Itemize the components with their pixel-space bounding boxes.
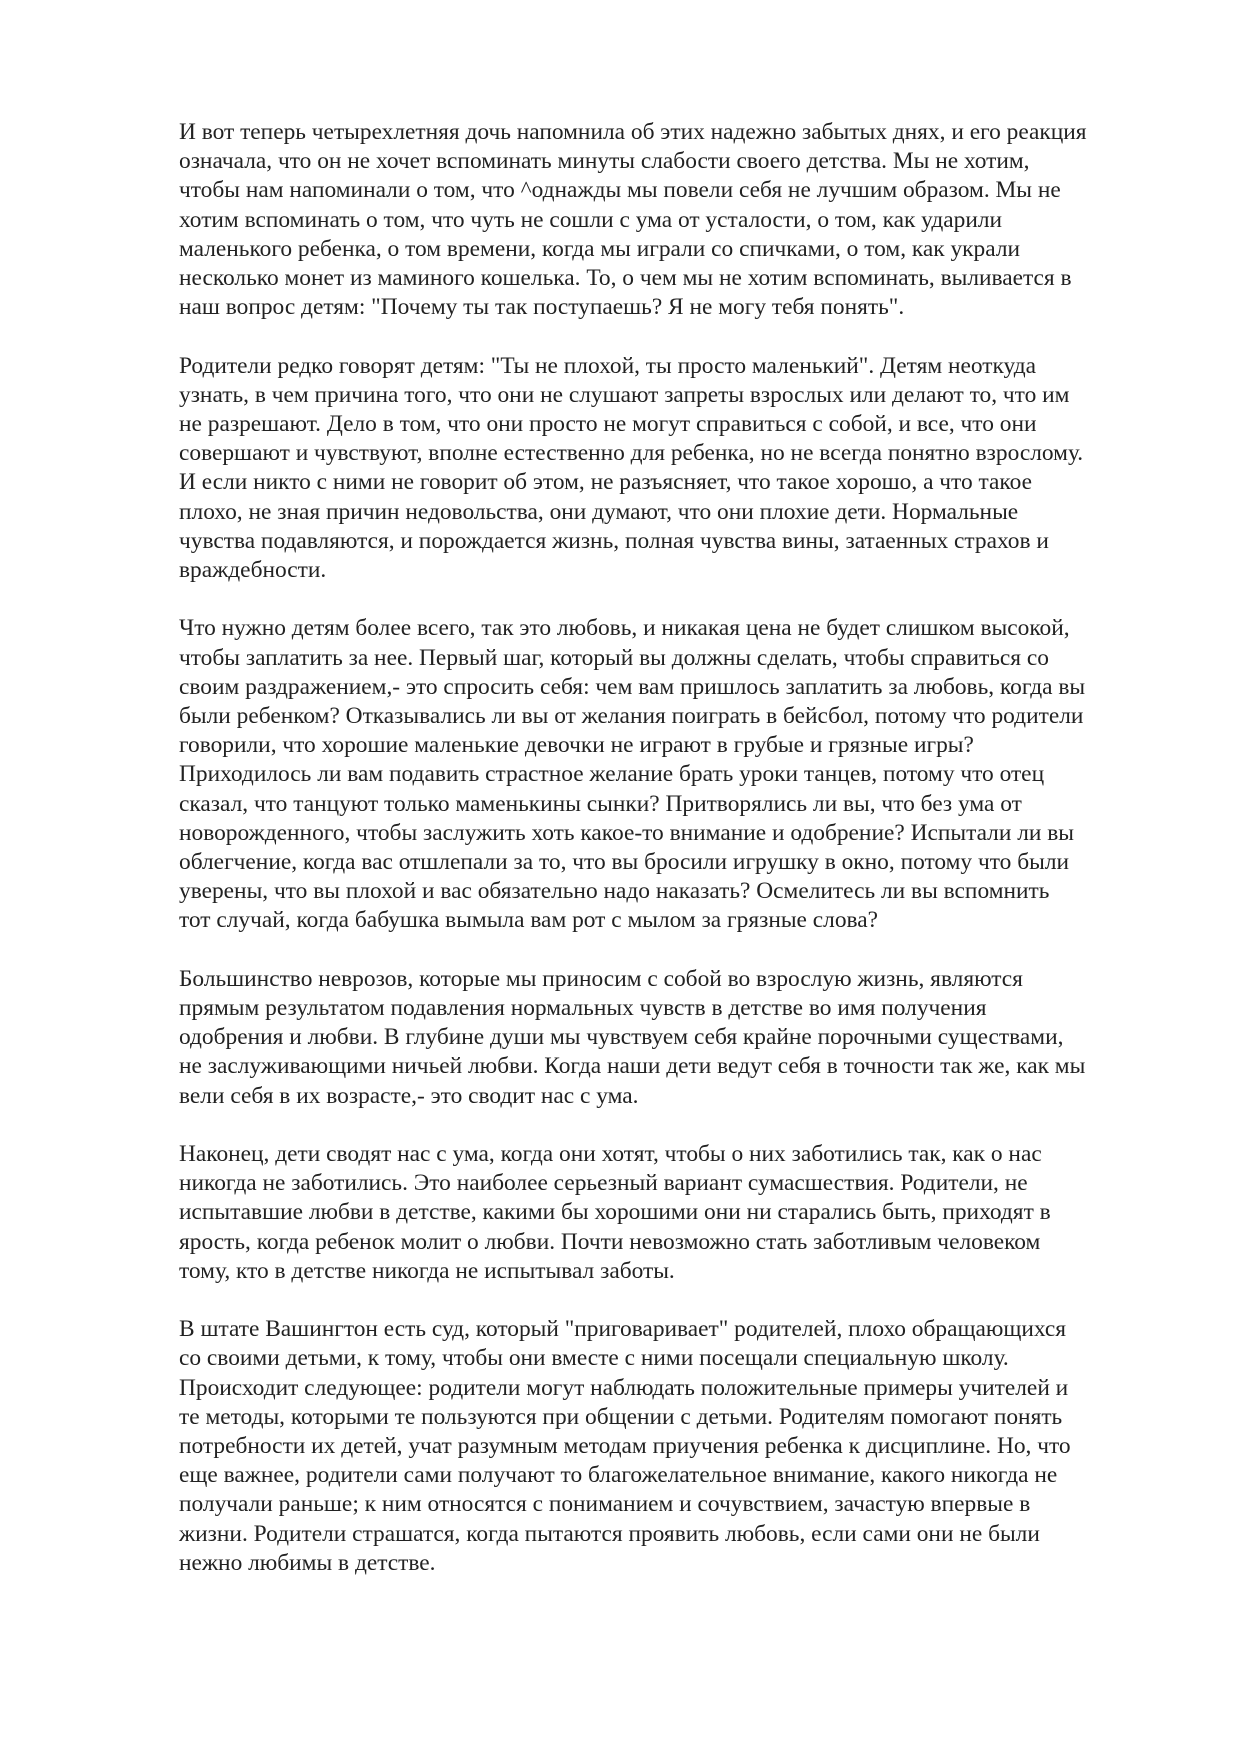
paragraph-5 [179, 1140, 1149, 1286]
paragraph-3 [179, 614, 1149, 935]
text-line: И вот теперь четырехлетняя дочь напомнила об этих надежно забытых днях, и его реакция [179, 119, 1087, 145]
text-line: облегчение, когда вас отшлепали за то, что вы бросили игрушку в окно, потому что были [179, 849, 1070, 876]
paragraph-1 [179, 118, 1149, 322]
text-line: враждебности. [179, 557, 327, 584]
text-line: со своими детьми, к тому, чтобы они вместе с ними посещали специальную школу. [179, 1345, 1009, 1372]
text-line: сказал, что танцуют только маменькины сынки? Притворялись ли вы, что без ума от [179, 790, 1022, 817]
text-line: своим раздражением,- это спросить себя: чем вам пришлось заплатить за любовь, когда вы [179, 673, 1086, 700]
paragraph-4 [179, 965, 1149, 1111]
text-line: не заслуживающими ничьей любви. Когда наши дети ведут себя в точности так же, как мы [179, 1053, 1086, 1080]
text-line: не разрешают. Дело в том, что они просто не могут справиться с собой, и все, что они [179, 411, 1037, 438]
text-line: совершают и чувствуют, вполне естественно для ребенка, но не всегда понятно взрослому. [179, 440, 1084, 467]
text-line: плохо, не зная причин недовольства, они думают, что они плохие дети. Нормальные [179, 498, 1019, 525]
text-line: И если никто с ними не говорит об этом, не разъясняет, что такое хорошо, а что такое [179, 469, 1032, 496]
text-line: Приходилось ли вам подавить страстное желание брать уроки танцев, потому что отец [179, 761, 1045, 788]
text-line: Родители редко говорят детям: "Ты не плохой, ты просто маленький". Детям неоткуда [179, 352, 1037, 379]
text-line: хотим вспоминать о том, что чуть не сошли с ума от усталости, о том, как ударили [179, 206, 1003, 233]
text-line: Происходит следующее: родители могут наблюдать положительные примеры учителей и [179, 1374, 1069, 1401]
text-line: прямым результатом подавления нормальных чувств в детстве во имя получения [179, 995, 987, 1022]
text-line: те методы, которыми те пользуются при общении с детьми. Родителям помогают понять [179, 1403, 1063, 1430]
text-line: несколько монет из маминого кошелька. То, о чем мы не хотим вспоминать, выливается в [179, 265, 1072, 292]
text-line: тот случай, когда бабушка вымыла вам рот с мылом за грязные слова? [179, 907, 879, 934]
paragraph-6 [179, 1315, 1149, 1578]
text-line: потребности их детей, учат разумным методам приучения ребенка к дисциплине. Но, что [179, 1433, 1071, 1460]
text-line: испытавшие любви в детстве, какими бы хорошими они ни старались быть, приходят в [179, 1199, 1051, 1226]
text-line: нежно любимы в детстве. [179, 1549, 436, 1576]
text-line: В штате Вашингтон есть суд, который "приговаривает" родителей, плохо обращающихся [179, 1316, 1067, 1343]
text-line: одобрения и любви. В глубине души мы чувствуем себя крайне порочными существами, [179, 1024, 1064, 1051]
text-line: получали раньше; к ним относятся с пониманием и сочувствием, зачастую впервые в [179, 1491, 1031, 1518]
paragraph-2 [179, 352, 1149, 586]
text-line: чтобы нам напоминали о том, что ^однажды мы повели себя не лучшим образом. Мы не [179, 177, 1061, 204]
text-line: означала, что он не хочет вспоминать минуты слабости своего детства. Мы не хотим, [179, 148, 1030, 175]
text-line: чувства подавляются, и порождается жизнь, полная чувства вины, затаенных страхов и [179, 527, 1049, 554]
text-line: новорожденного, чтобы заслужить хоть какое-то внимание и одобрение? Испытали ли вы [179, 819, 1075, 846]
text-line: говорили, что хорошие маленькие девочки не играют в грубые и грязные игры? [179, 732, 974, 759]
text-line: узнать, в чем причина того, что они не слушают запреты взрослых или делают то, что им [179, 381, 1070, 408]
text-line: Наконец, дети сводят нас с ума, когда они хотят, чтобы о них заботились так, как о нас [179, 1141, 1042, 1168]
text-line: жизни. Родители страшатся, когда пытаются проявить любовь, если сами они не были [179, 1520, 1040, 1547]
text-line: были ребенком? Отказывались ли вы от желания поиграть в бейсбол, потому что родители [179, 703, 1084, 730]
document-body [179, 118, 1149, 1607]
text-line: еще важнее, родители сами получают то благожелательное внимание, какого никогда не [179, 1462, 1058, 1489]
text-line: ярость, когда ребенок молит о любви. Почти невозможно стать заботливым человеком [179, 1228, 1041, 1255]
text-line: наш вопрос детям: "Почему ты так поступаешь? Я не могу тебя понять". [179, 294, 905, 321]
text-line: Большинство неврозов, которые мы приносим с собой во взрослую жизнь, являются [179, 965, 1023, 992]
text-line: уверены, что вы плохой и вас обязательно надо наказать? Осмелитесь ли вы вспомнить [179, 878, 1050, 905]
text-line: тому, кто в детстве никогда не испытывал заботы. [179, 1257, 675, 1284]
text-line: никогда не заботились. Это наиболее серьезный вариант сумасшествия. Родители, не [179, 1170, 1028, 1197]
text-line: вели себя в их возрасте,- это сводит нас с ума. [179, 1082, 639, 1109]
text-line: чтобы заплатить за нее. Первый шаг, который вы должны сделать, чтобы справиться со [179, 644, 1049, 671]
text-line: маленького ребенка, о том времени, когда мы играли со спичками, о том, как украли [179, 235, 1021, 262]
text-line: Что нужно детям более всего, так это любовь, и никакая цена не будет слишком высокой, [179, 615, 1070, 642]
